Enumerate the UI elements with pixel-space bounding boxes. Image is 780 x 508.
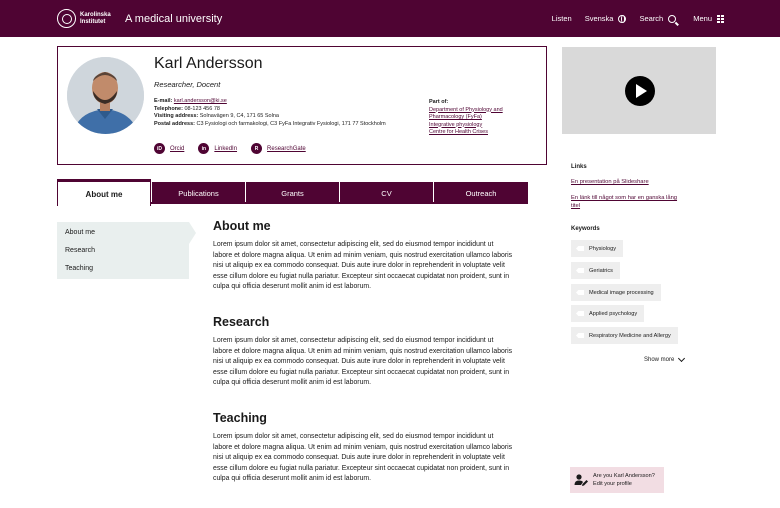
- keyword-tag[interactable]: [571, 327, 678, 344]
- logo-text: Karolinska Institutet: [80, 12, 111, 25]
- chevron-down-icon: [678, 355, 685, 362]
- search-label: Search: [639, 14, 664, 23]
- top-bar: [0, 0, 780, 37]
- globe-icon: [618, 15, 626, 23]
- email-link[interactable]: karl.andersson@ki.se: [173, 98, 227, 104]
- telephone-label: Telephone:: [154, 105, 183, 112]
- logo[interactable]: [57, 9, 112, 28]
- keyword-tag[interactable]: [571, 284, 661, 301]
- portrait-illustration: [67, 57, 144, 134]
- keyword-tag[interactable]: [571, 262, 620, 279]
- keywords-heading: Keywords: [571, 226, 600, 232]
- listen-label: Listen: [551, 14, 572, 23]
- researchgate-icon: R: [251, 143, 262, 154]
- active-indicator: [189, 222, 196, 244]
- tag-icon: [576, 268, 584, 273]
- avatar: [67, 57, 144, 134]
- part-of-link[interactable]: Integrative physiology: [429, 121, 483, 128]
- language-label: Svenska: [584, 14, 614, 23]
- section-nav-item-about[interactable]: About me: [65, 229, 95, 236]
- contact-info: [154, 98, 424, 128]
- sidebar-link[interactable]: En länk till något som har en ganska lång titel: [571, 195, 678, 209]
- video-player[interactable]: [562, 47, 716, 134]
- keyword-label: Medical image processing: [589, 289, 654, 296]
- tag-icon: [576, 311, 584, 316]
- keyword-label: Applied psychology: [589, 310, 638, 317]
- section-nav-item-teaching[interactable]: Teaching: [65, 265, 94, 272]
- linkedin-link[interactable]: [198, 143, 237, 154]
- section-nav-item-research[interactable]: Research: [65, 247, 95, 254]
- orcid-icon: iD: [154, 143, 165, 154]
- edit-profile-text: [593, 472, 655, 488]
- profile-name: Karl Andersson: [154, 55, 263, 72]
- part-of: [429, 99, 534, 137]
- section-text: Lorem ipsum dolor sit amet, consectetur adipiscing elit, sed do eiusmod tempor incididunt ut labore et dolore magna aliqua. Ut enim ad minim veniam, quis nostrud exercitation ullamco laboris nisi ut aliquip ex ea commodo consequat. Duis aute irure dolor in reprehenderit in voluptate velit esse cillum dolore eu fugiat nulla pariatur. Excepteur sint occaecat cupidatat non proident, sunt in culpa qui officia deserunt mollit anim id est laborum.: [213, 433, 513, 483]
- tab-bar: [57, 179, 528, 204]
- edit-action: Edit your profile: [593, 481, 632, 487]
- researchgate-label: ResearchGate: [267, 145, 306, 152]
- postal-label: Postal address:: [154, 120, 195, 127]
- user-edit-icon: [574, 473, 588, 487]
- keyword-label: Respiratory Medicine and Allergy: [589, 332, 671, 339]
- sidebar-link[interactable]: En presentation på Slideshare: [571, 179, 649, 185]
- menu-label: Menu: [693, 14, 712, 23]
- visiting-label: Visiting address:: [154, 113, 199, 119]
- tag-icon: [576, 246, 584, 251]
- section-heading: Teaching: [213, 411, 267, 425]
- menu-button[interactable]: [693, 14, 724, 23]
- keyword-label: Geriatrics: [589, 267, 613, 274]
- section-text: Lorem ipsum dolor sit amet, consectetur adipiscing elit, sed do eiusmod tempor incididunt ut labore et dolore magna aliqua. Ut enim ad minim veniam, quis nostrud exercitation ullamco laboris nisi ut aliquip ex ea commodo consequat. Duis aute irure dolor in reprehenderit in voluptate velit esse cillum dolore eu fugiat nulla pariatur. Excepteur sint occaecat cupidatat non proident, sunt in culpa qui officia deserunt mollit anim id est laborum.: [213, 241, 513, 291]
- menu-grid-icon: [717, 15, 724, 23]
- social-links: [154, 143, 306, 154]
- site-title: A medical university: [125, 13, 223, 25]
- section-text: Lorem ipsum dolor sit amet, consectetur adipiscing elit, sed do eiusmod tempor incididunt ut labore et dolore magna aliqua. Ut enim ad minim veniam, quis nostrud exercitation ullamco laboris nisi ut aliquip ex ea commodo consequat. Duis aute irure dolor in reprehenderit in voluptate velit esse cillum dolore eu fugiat nulla pariatur. Excepteur sint occaecat cupidatat non proident, sunt in culpa qui officia deserunt mollit anim id est laborum.: [213, 337, 513, 387]
- part-of-link[interactable]: Department of Physiology and Pharmacology (FyFa): [429, 106, 503, 120]
- section-heading: About me: [213, 219, 271, 233]
- part-of-label: Part of:: [429, 99, 449, 105]
- tab-cv[interactable]: CV: [340, 182, 433, 204]
- listen-button[interactable]: [552, 14, 572, 23]
- seal-icon: [57, 9, 76, 28]
- keyword-tag[interactable]: [571, 240, 623, 257]
- email-label: E-mail:: [154, 98, 173, 104]
- keyword-label: Physiology: [589, 245, 617, 252]
- search-button[interactable]: [639, 14, 676, 23]
- orcid-link[interactable]: [154, 143, 184, 154]
- orcid-label: Orcid: [170, 145, 185, 152]
- edit-question: Are you Karl Andersson?: [593, 473, 655, 479]
- search-icon: [668, 15, 676, 23]
- section-nav: [57, 222, 196, 279]
- tag-icon: [576, 290, 584, 295]
- profile-card: [57, 46, 547, 165]
- part-of-link[interactable]: Centre for Health Crises: [429, 129, 488, 135]
- tab-publications[interactable]: Publications: [152, 182, 245, 204]
- links-heading: Links: [571, 164, 587, 170]
- show-more-label: Show more: [644, 357, 675, 363]
- tab-grants[interactable]: Grants: [246, 182, 339, 204]
- researchgate-link[interactable]: [251, 143, 306, 154]
- play-icon[interactable]: [625, 76, 655, 106]
- tab-outreach[interactable]: Outreach: [434, 182, 528, 204]
- profile-role: Researcher, Docent: [154, 80, 221, 89]
- edit-profile-box[interactable]: [570, 467, 664, 493]
- linkedin-label: LinkedIn: [214, 145, 238, 152]
- tag-icon: [576, 333, 584, 338]
- section-heading: Research: [213, 315, 270, 329]
- postal-value: C3 Fysiologi och farmakologi, C3 FyFa Integrativ Fysiologi, 171 77 Stockholm: [196, 120, 386, 127]
- visiting-value: Solnavägen 9, C4, 171 65 Solna: [199, 113, 279, 119]
- keyword-tag[interactable]: [571, 305, 644, 322]
- show-more-button[interactable]: [644, 357, 684, 363]
- tab-about-me[interactable]: About me: [57, 179, 151, 206]
- top-nav: [552, 14, 724, 23]
- telephone-value: 08-123 456 78: [184, 105, 220, 112]
- language-button[interactable]: [585, 14, 627, 23]
- linkedin-icon: in: [198, 143, 209, 154]
